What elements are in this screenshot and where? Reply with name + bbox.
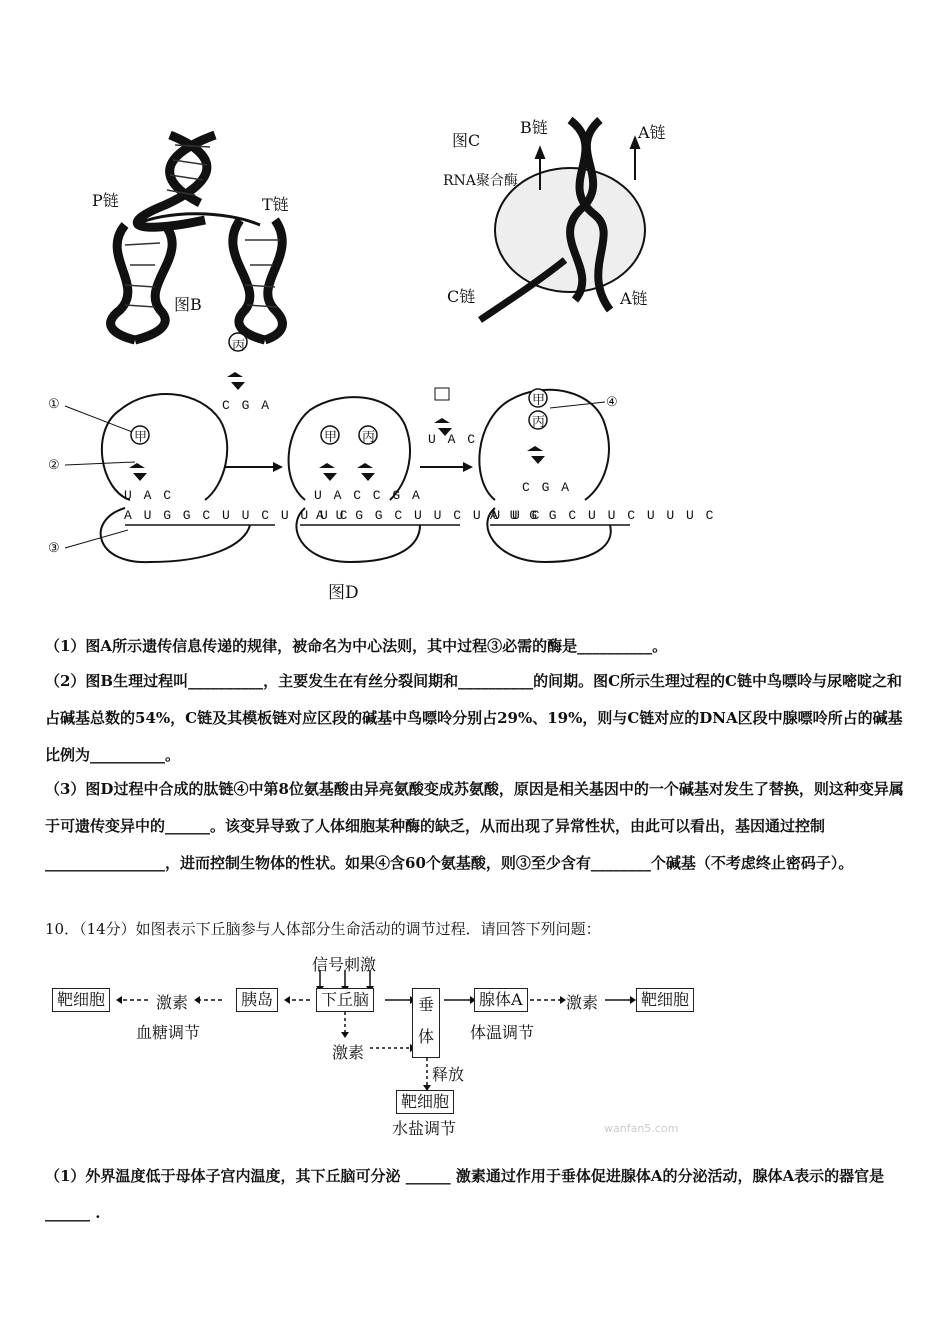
pituitary-box: 垂体 xyxy=(412,988,440,1058)
panel-3-amino-jia: 甲 xyxy=(532,392,546,407)
panel-1-mrna: A U G G C U U C U U U C xyxy=(124,508,350,523)
panel-1-anticodon: U A C xyxy=(124,488,174,503)
ribosome-2-large xyxy=(289,397,410,500)
panel-3-mrna: A U G G C U U C U U U C xyxy=(490,508,716,523)
target-cell-left-box: 靶细胞 xyxy=(52,988,110,1012)
q9-part-3: （3）图D过程中合成的肽链④中第8位氨基酸由异亮氨酸变成苏氨酸，原因是相关基因中的一个碱基对发生了替换，则这种变异属于可遗传变异中的______。该变异导致了人体细胞某种酶的缺乏，从而出现了异常性状，由此可以看出，基因通过控制________________，进而控制生物体的性状。如果④含60个氨基酸，则③至少含有________个碱基（不考虑终止密码子）。 xyxy=(45,780,904,872)
panel-3-amino-bing: 丙 xyxy=(532,414,546,429)
figure-d-translation xyxy=(40,330,640,570)
hormone-right: 激素 xyxy=(566,993,599,1012)
helix-left-strand-1 xyxy=(111,225,135,340)
amino-bing-free: 丙 xyxy=(232,338,246,353)
panel-2-mrna: A U G G C U U C U U U C xyxy=(316,508,542,523)
t-chain-label: T链 xyxy=(262,195,289,214)
marker-2: ② xyxy=(48,457,60,472)
target-cell-bottom-box: 靶细胞 xyxy=(396,1090,454,1114)
figure-d-label: 图D xyxy=(328,583,359,603)
rna-polymerase-label: RNA聚合酶 xyxy=(443,173,518,189)
target-cell-right-box: 靶细胞 xyxy=(636,988,694,1012)
signal-stimulus: 信号刺激 xyxy=(312,955,377,974)
q10-heading: 10．（14分）如图表示下丘脑参与人体部分生命活动的调节过程．请回答下列问题： xyxy=(45,920,601,938)
figure-c-label: 图C xyxy=(452,131,481,150)
a-chain-top-label: A链 xyxy=(638,123,666,142)
panel-3-anticodon: C G A xyxy=(522,480,572,495)
q9-part-2: （2）图B生理过程叫__________，主要发生在有丝分裂间期和__________的间期。图C所示生理过程的C链中鸟嘌呤与尿嘧啶之和占碱基总数的54%，C链及其模板链对应区段的碱基中鸟嘌呤分别占29%、19%，则与C链对应的DNA区段中腺嘌呤所占的碱基比例为__________。 xyxy=(45,672,903,764)
arrow-1 xyxy=(273,462,283,472)
arrow-2 xyxy=(463,462,473,472)
water-salt-regulation: 水盐调节 xyxy=(392,1119,457,1138)
panel-2-amino-bing: 丙 xyxy=(362,429,376,444)
panel-2-amino-jia: 甲 xyxy=(324,429,338,444)
c-chain-label: C链 xyxy=(447,287,476,306)
q10-part-1: （1）外界温度低于母体子宫内温度，其下丘脑可分泌 ______ 激素通过作用于垂体促进腺体A的分泌活动，腺体A表示的器官是 ______ . xyxy=(45,1167,885,1222)
marker-1: ① xyxy=(48,396,60,411)
hormone-mid: 激素 xyxy=(332,1043,365,1062)
hormone-left: 激素 xyxy=(156,993,189,1012)
q9-part-1: （1）图A所示遗传信息传递的规律，被命名为中心法则，其中过程③必需的酶是__________。 xyxy=(45,637,668,655)
a-chain-bottom-label: A链 xyxy=(620,289,648,308)
gland-a-box: 腺体A xyxy=(474,988,528,1012)
release-label: 释放 xyxy=(432,1065,465,1084)
temperature-regulation: 体温调节 xyxy=(470,1023,535,1042)
islet-box: 胰岛 xyxy=(236,988,278,1012)
panel-1-amino-jia: 甲 xyxy=(134,429,148,444)
free-anticodon-cga: C G A xyxy=(222,398,272,413)
diagram-arrows xyxy=(40,950,740,1140)
watermark: wanfan5.com xyxy=(604,1122,679,1135)
p-chain-label: P链 xyxy=(92,191,119,210)
hypothalamus-box: 下丘脑 xyxy=(316,988,374,1012)
ribosome-1-large xyxy=(102,394,227,500)
panel-2-anticodons: U A C C G A xyxy=(314,488,422,503)
marker-3: ③ xyxy=(48,540,60,555)
b-chain-label: B链 xyxy=(520,118,548,137)
helix-left-strand-2 xyxy=(135,225,172,340)
figure-b-label: 图B xyxy=(174,295,202,314)
marker-4: ④ xyxy=(606,394,618,409)
helix-right-strand-1 xyxy=(233,220,265,340)
free-anticodon-uac: U A C xyxy=(428,432,478,447)
blood-sugar-regulation: 血糖调节 xyxy=(136,1023,201,1042)
helix-right-strand-2 xyxy=(265,220,282,340)
